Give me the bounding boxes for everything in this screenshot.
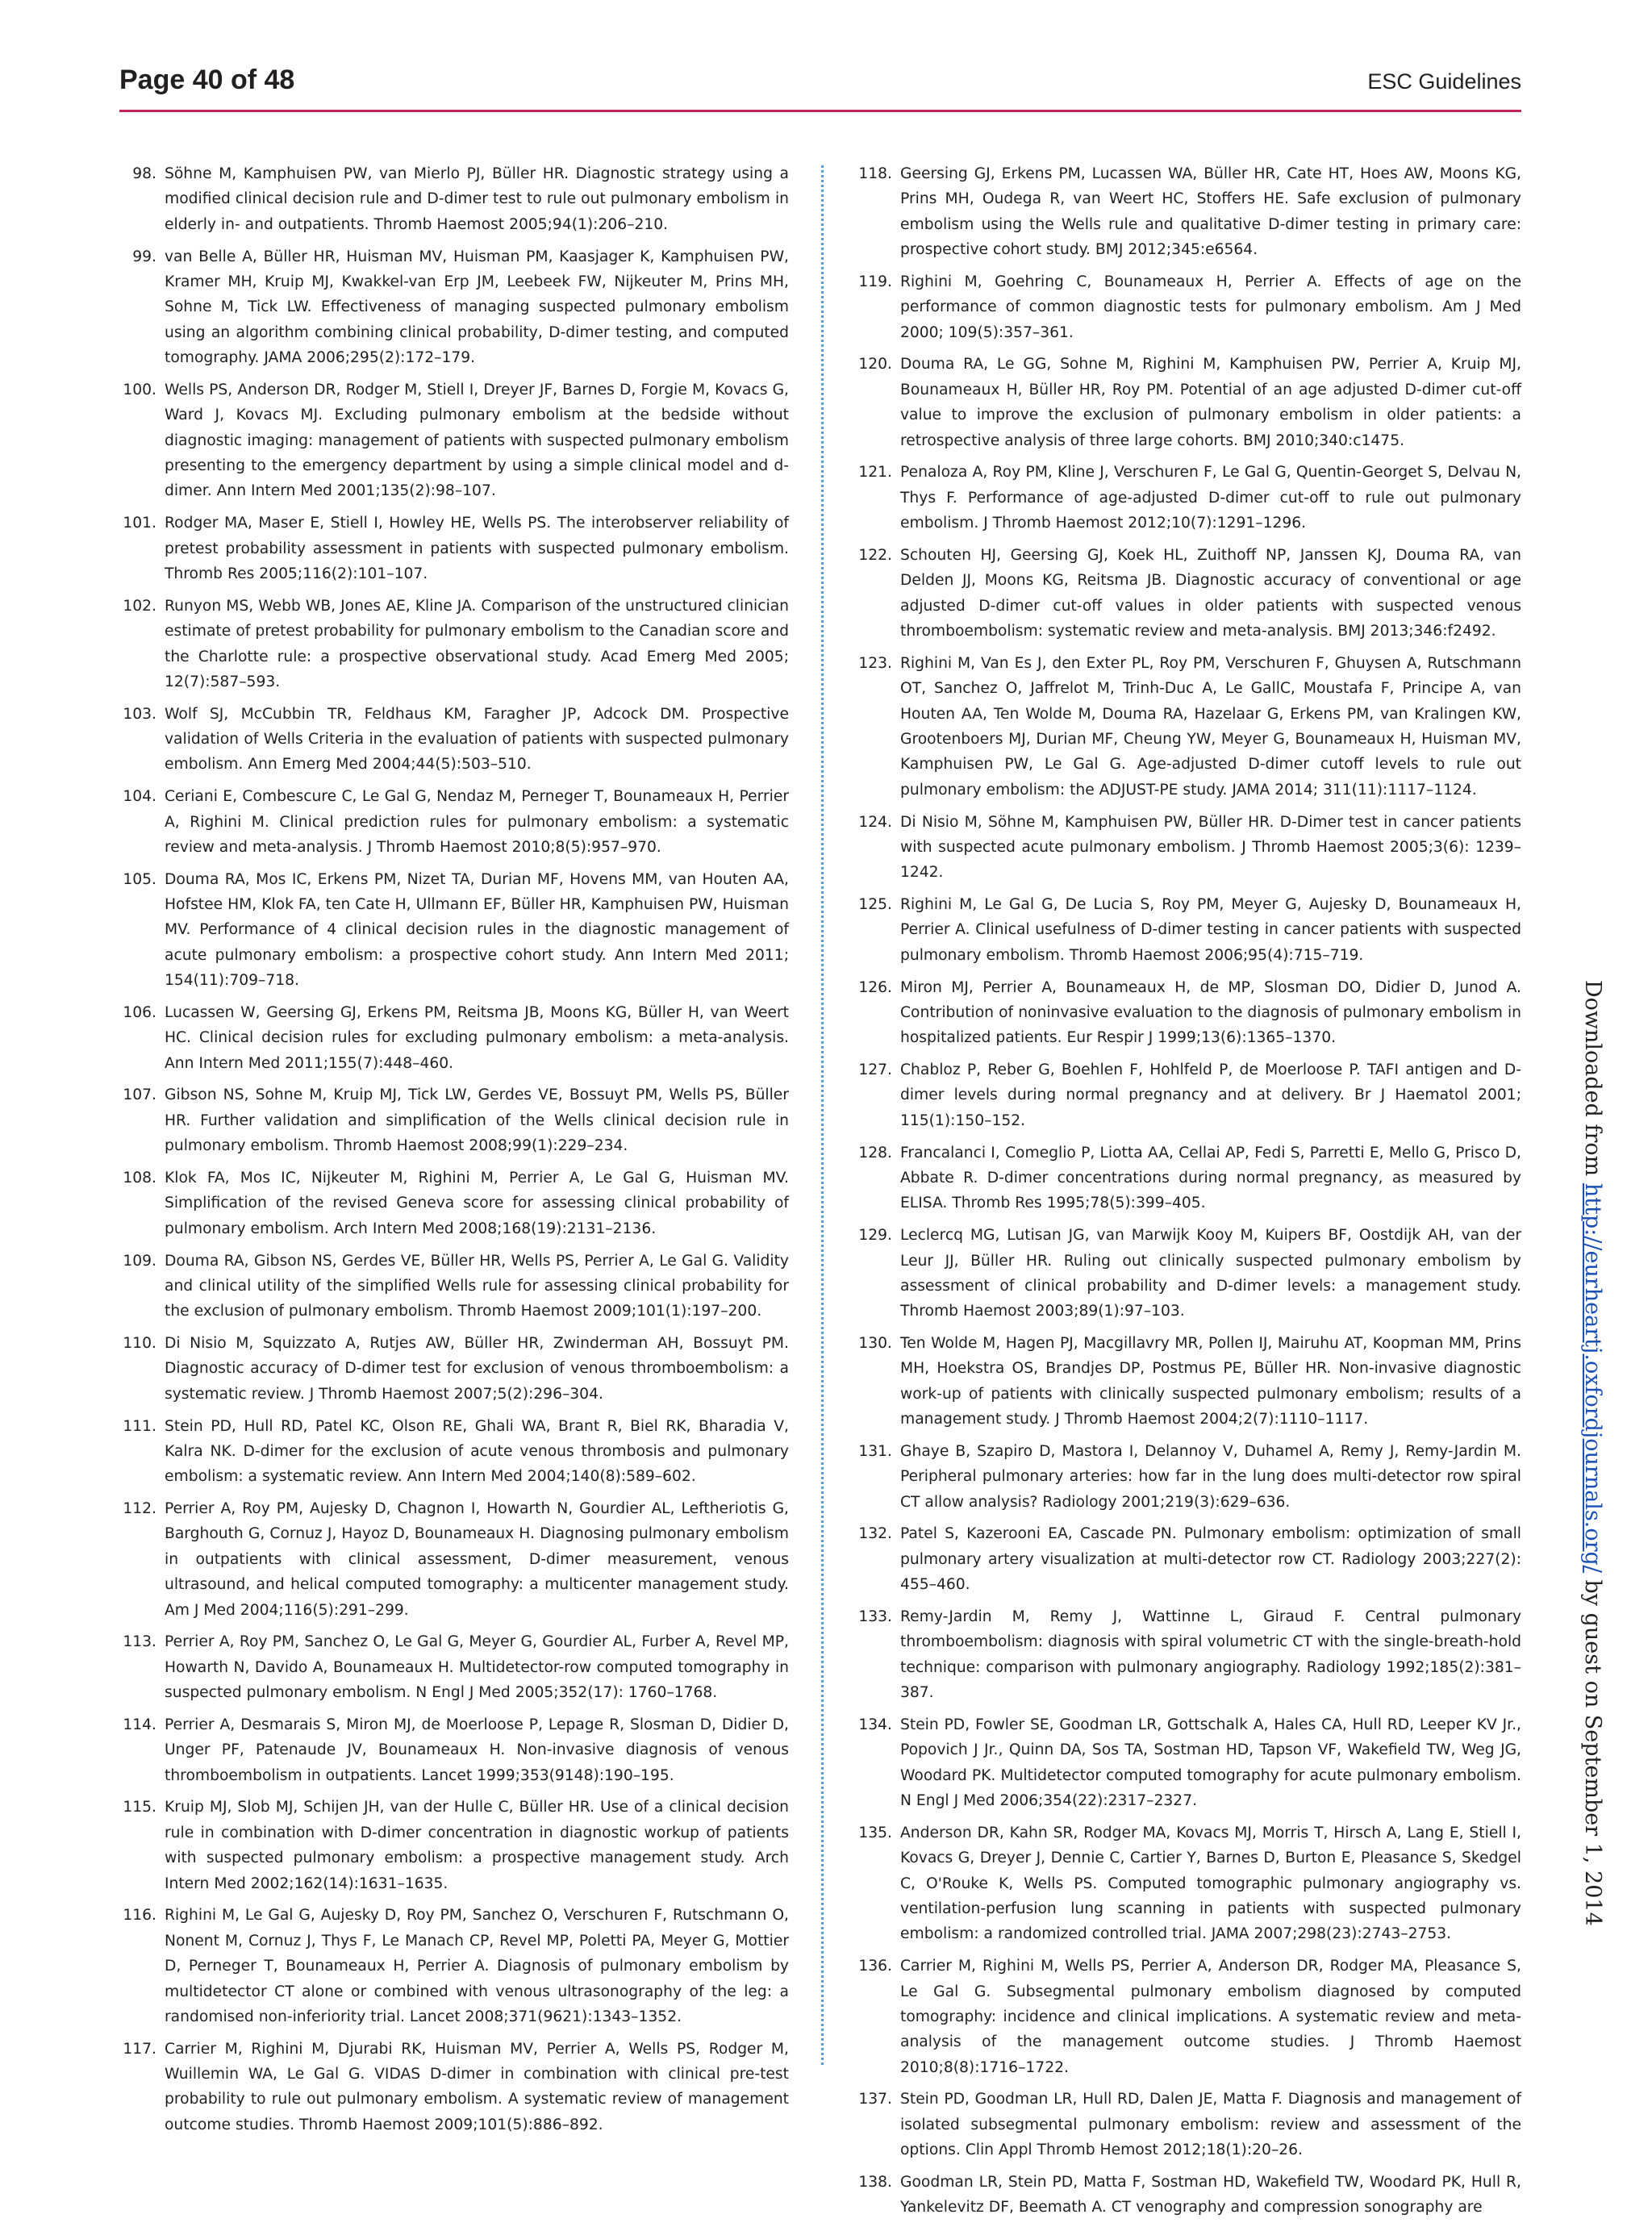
reference-text: Goodman LR, Stein PD, Matta F, Sostman HD, Wakefield TW, Woodard PK, Hull R, Yankelevitz DF, Beemath A. CT venography and compression sonography are [900, 2174, 1521, 2217]
reference-item [855, 1223, 1521, 1324]
reference-item [855, 1057, 1521, 1133]
reference-text: Righini M, Le Gal G, De Lucia S, Roy PM, Meyer G, Aujesky D, Bounameaux H, Perrier A. Clinical usefulness of D-dimer testing in cancer patients with suspected pulmonary embolism. Thromb Haemost 2006;95(4):715–719. [900, 896, 1521, 964]
reference-item [855, 161, 1521, 263]
reference-number: 102. [123, 597, 156, 615]
reference-number: 105. [123, 870, 156, 888]
reference-item [855, 269, 1521, 345]
reference-item [855, 1141, 1521, 1216]
reference-item [119, 1795, 789, 1896]
reference-text: Douma RA, Le GG, Sohne M, Righini M, Kamphuisen PW, Perrier A, Kruip MJ, Bounameaux H, Büller HR, Roy PM. Potential of an age adjusted D-dimer cut-off value to improve the exclusion of pulmonary embolism in older patients: a retrospective analysis of three large cohorts. BMJ 2010;340:c1475. [900, 356, 1521, 449]
reference-item [855, 810, 1521, 886]
reference-item [119, 377, 789, 504]
reference-number: 130. [858, 1335, 892, 1353]
reference-number: 129. [858, 1227, 892, 1245]
reference-number: 103. [123, 705, 156, 723]
reference-item [119, 511, 789, 586]
reference-text: Kruip MJ, Slob MJ, Schijen JH, van der Hulle C, Büller HR. Use of a clinical decision rule in combination with D-dimer concentration in diagnostic workup of patients with suspected pulmonary embolism: a prospective management study. Arch Intern Med 2002;162(14):1631–1635. [165, 1799, 789, 1892]
reference-number: 114. [123, 1716, 156, 1733]
reference-number: 98. [132, 165, 156, 182]
reference-item [855, 2170, 1521, 2221]
download-suffix: by guest on September 1, 2014 [1580, 1572, 1605, 1926]
reference-text: Douma RA, Mos IC, Erkens PM, Nizet TA, Durian MF, Hovens MM, van Houten AA, Hofstee HM, Klok FA, ten Cate H, Ullmann EF, Büller HR, Kamphuisen PW, Huisman MV. Performance of 4 clinical decision rules in the diagnostic management of acute pulmonary embolism: a prospective cohort study. Ann Intern Med 2011; 154(11):709–718. [165, 870, 789, 990]
reference-text: Carrier M, Righini M, Djurabi RK, Huisman MV, Perrier A, Wells PS, Rodger M, Wuillemin WA, Le Gal G. VIDAS D-dimer in combination with clinical pre-test probability to rule out pulmonary embolism. A systematic review of management outcome studies. Thromb Haemost 2009;101(5):886–892. [165, 2040, 789, 2133]
reference-number: 116. [123, 1907, 156, 1925]
reference-item [119, 1712, 789, 1788]
download-link[interactable]: http://eurheartj.oxfordjournals.org/ [1580, 1182, 1605, 1573]
reference-item [119, 867, 789, 994]
reference-number: 128. [858, 1144, 892, 1161]
reference-item [119, 1249, 789, 1324]
reference-text: Righini M, Van Es J, den Exter PL, Roy PM, Verschuren F, Ghuysen A, Rutschmann OT, Sanchez O, Jaffrelot M, Trinh-Duc A, Le GallC, Moustafa F, Principe A, van Houten AA, Ten Wolde M, Douma RA, Hazelaar G, Erkens PM, van Kralingen KW, Grootenboers MJ, Durian MF, Cheung YW, Meyer G, Bounameaux H, Huisman MV, Kamphuisen PW, Le Gal G. Age-adjusted D-dimer cutoff levels to rule out pulmonary embolism: the ADJUST-PE study. JAMA 2014; 311(11):1117–1124. [900, 654, 1521, 799]
reference-item [119, 1166, 789, 1241]
reference-item [855, 352, 1521, 453]
reference-number: 111. [123, 1417, 156, 1435]
reference-text: Rodger MA, Maser E, Stiell I, Howley HE, Wells PS. The interobserver reliability of pretest probability assessment in patients with suspected pulmonary embolism. Thromb Res 2005;116(2):101–107. [165, 515, 789, 582]
reference-number: 120. [858, 356, 892, 373]
reference-item [119, 1903, 789, 2029]
reference-text: Patel S, Kazerooni EA, Cascade PN. Pulmonary embolism: optimization of small pulmonary artery visualization at multi-detector row CT. Radiology 2003;227(2): 455–460. [900, 1525, 1521, 1594]
reference-item [855, 892, 1521, 968]
journal-title: ESC Guidelines [1367, 69, 1521, 94]
reference-item [855, 2087, 1521, 2162]
reference-item [119, 1000, 789, 1076]
reference-item [119, 784, 789, 860]
reference-text: Di Nisio M, Söhne M, Kamphuisen PW, Büller HR. D-Dimer test in cancer patients with suspected acute pulmonary embolism. J Thromb Haemost 2005;3(6): 1239–1242. [900, 813, 1521, 882]
reference-text: Ten Wolde M, Hagen PJ, Macgillavry MR, Pollen IJ, Mairuhu AT, Koopman MM, Prins MH, Hoekstra OS, Brandjes DP, Postmus PE, Büller HR. Non-invasive diagnostic work-up of patients with clinically suspected pulmonary embolism; results of a management study. J Thromb Haemost 2004;2(7):1110–1117. [900, 1335, 1521, 1428]
reference-text: Perrier A, Roy PM, Aujesky D, Chagnon I, Howarth N, Gourdier AL, Leftheriotis G, Barghouth G, Cornuz J, Hayoz D, Bounameaux H. Diagnosing pulmonary embolism in outpatients with clinical assessment, D-dimer measurement, venous ultrasound, and helical computed tomography: a multicenter management study. Am J Med 2004;116(5):291–299. [165, 1500, 789, 1619]
reference-item [855, 1521, 1521, 1597]
reference-number: 122. [858, 546, 892, 564]
reference-text: Stein PD, Goodman LR, Hull RD, Dalen JE, Matta F. Diagnosis and management of isolated subsegmental pulmonary embolism: review and assessment of the options. Clin Appl Thromb Hemost 2012;18(1):20–26. [900, 2091, 1521, 2159]
reference-number: 133. [858, 1608, 892, 1625]
reference-number: 137. [858, 2091, 892, 2108]
page-number: Page 40 of 48 [119, 65, 295, 95]
reference-number: 112. [123, 1500, 156, 1518]
reference-number: 119. [858, 273, 892, 290]
reference-item [855, 1331, 1521, 1433]
download-prefix: Downloaded from [1580, 980, 1605, 1183]
reference-item [855, 543, 1521, 644]
reference-item [119, 1629, 789, 1705]
references-right-column [855, 161, 1521, 2227]
reference-item [119, 244, 789, 371]
reference-text: Klok FA, Mos IC, Nijkeuter M, Righini M, Perrier A, Le Gal G, Huisman MV. Simplification of the revised Geneva score for assessing clinical probability of pulmonary embolism. Arch Intern Med 2008;168(19):2131–2136. [165, 1170, 789, 1237]
reference-number: 100. [123, 381, 156, 398]
reference-item [119, 2037, 789, 2138]
reference-item [119, 594, 789, 695]
reference-text: Wells PS, Anderson DR, Rodger M, Stiell I, Dreyer JF, Barnes D, Forgie M, Kovacs G, Ward J, Kovacs MJ. Excluding pulmonary embolism at the bedside without diagnostic imaging: management of patients with suspected pulmonary embolism presenting to the emergency department by using a simple clinical model and d-dimer. Ann Intern Med 2001;135(2):98–107. [165, 381, 789, 500]
reference-number: 110. [123, 1335, 156, 1353]
reference-item [119, 1331, 789, 1407]
reference-item [119, 702, 789, 778]
reference-item [855, 460, 1521, 536]
reference-text: Francalanci I, Comeglio P, Liotta AA, Cellai AP, Fedi S, Parretti E, Mello G, Prisco D, Abbate R. D-dimer concentrations during normal pregnancy, as measured by ELISA. Thromb Res 1995;78(5):399–405. [900, 1144, 1521, 1212]
reference-number: 136. [858, 1958, 892, 1975]
reference-text: Chabloz P, Reber G, Boehlen F, Hohlfeld P, de Moerloose P. TAFI antigen and D-dimer levels during normal pregnancy and at delivery. Br J Haematol 2001; 115(1):150–152. [900, 1061, 1521, 1129]
reference-text: van Belle A, Büller HR, Huisman MV, Huisman PM, Kaasjager K, Kamphuisen PW, Kramer MH, Kruip MJ, Kwakkel-van Erp JM, Leebeek FW, Nijkeuter M, Prins MH, Sohne M, Tick LW. Effectiveness of managing suspected pulmonary embolism using an algorithm combining clinical probability, D-dimer testing, and computed tomography. JAMA 2006;295(2):172–179. [165, 248, 789, 367]
download-watermark [1580, 980, 1605, 1926]
reference-text: Douma RA, Gibson NS, Gerdes VE, Büller HR, Wells PS, Perrier A, Le Gal G. Validity and clinical utility of the simplified Wells rule for assessing clinical probability for the exclusion of pulmonary embolism. Thromb Haemost 2009;101(1):197–200. [165, 1252, 789, 1320]
reference-number: 132. [858, 1525, 892, 1543]
reference-text: Schouten HJ, Geersing GJ, Koek HL, Zuithoff NP, Janssen KJ, Douma RA, van Delden JJ, Moons KG, Reitsma JB. Diagnostic accuracy of conventional or age adjusted D-dimer cut-off values in older patients with suspected venous thromboembolism: systematic review and meta-analysis. BMJ 2013;346:f2492. [900, 546, 1521, 640]
reference-text: Perrier A, Roy PM, Sanchez O, Le Gal G, Meyer G, Gourdier AL, Furber A, Revel MP, Howarth N, Davido A, Bounameaux H. Multidetector-row computed tomography in suspected pulmonary embolism. N Engl J Med 2005;352(17): 1760–1768. [165, 1633, 789, 1702]
reference-text: Di Nisio M, Squizzato A, Rutjes AW, Büller HR, Zwinderman AH, Bossuyt PM. Diagnostic accuracy of D-dimer test for exclusion of venous thromboembolism: a systematic review. J Thromb Haemost 2007;5(2):296–304. [165, 1335, 789, 1403]
reference-number: 113. [123, 1633, 156, 1651]
reference-number: 99. [132, 248, 156, 265]
reference-number: 101. [123, 515, 156, 532]
reference-number: 131. [858, 1442, 892, 1460]
reference-text: Söhne M, Kamphuisen PW, van Mierlo PJ, Büller HR. Diagnostic strategy using a modified clinical decision rule and D-dimer test to rule out pulmonary embolism in elderly in- and outpatients. Thromb Haemost 2005;94(1):206–210. [165, 165, 789, 233]
reference-text: Penaloza A, Roy PM, Kline J, Verschuren F, Le Gal G, Quentin-Georget S, Delvau N, Thys F. Performance of age-adjusted D-dimer cut-off to rule out pulmonary embolism. J Thromb Haemost 2012;10(7):1291–1296. [900, 464, 1521, 532]
reference-item [855, 975, 1521, 1051]
reference-number: 108. [123, 1170, 156, 1186]
reference-item [855, 1712, 1521, 1814]
reference-number: 104. [123, 788, 156, 806]
reference-text: Stein PD, Fowler SE, Goodman LR, Gottschalk A, Hales CA, Hull RD, Leeper KV Jr., Popovich J Jr., Quinn DA, Sos TA, Sostman HD, Tapson VF, Wakefield TW, Weg JG, Woodard PK. Multidetector computed tomography for acute pulmonary embolism. N Engl J Med 2006;354(22):2317–2327. [900, 1716, 1521, 1810]
reference-text: Righini M, Le Gal G, Aujesky D, Roy PM, Sanchez O, Verschuren F, Rutschmann O, Nonent M, Cornuz J, Thys F, Le Manach CP, Revel MP, Poletti PA, Meyer G, Mottier D, Perneger T, Bounameaux H, Perrier A. Diagnosis of pulmonary embolism by multidetector CT alone or combined with venous ultrasonography of the leg: a randomised non-inferiority trial. Lancet 2008;371(9621):1343–1352. [165, 1907, 789, 2025]
reference-item [855, 651, 1521, 803]
reference-text: Runyon MS, Webb WB, Jones AE, Kline JA. Comparison of the unstructured clinician estimate of pretest probability for pulmonary embolism to the Canadian score and the Charlotte rule: a prospective observational study. Acad Emerg Med 2005; 12(7):587–593. [165, 597, 789, 690]
reference-item [119, 1496, 789, 1623]
reference-number: 134. [858, 1716, 892, 1733]
reference-number: 117. [123, 2040, 156, 2058]
reference-item [119, 1082, 789, 1158]
reference-number: 123. [858, 654, 892, 672]
reference-item [855, 1954, 1521, 2080]
reference-number: 121. [858, 464, 892, 482]
reference-number: 125. [858, 896, 892, 914]
reference-text: Carrier M, Righini M, Wells PS, Perrier A, Anderson DR, Rodger MA, Pleasance S, Le Gal G. Subsegmental pulmonary embolism diagnosed by computed tomography: incidence and clinical implications. A systematic review and meta-analysis of the management outcome studies. J Thromb Haemost 2010;8(8):1716–1722. [900, 1958, 1521, 2076]
column-divider [821, 165, 824, 2065]
reference-number: 107. [123, 1086, 156, 1104]
reference-text: Geersing GJ, Erkens PM, Lucassen WA, Büller HR, Cate HT, Hoes AW, Moons KG, Prins MH, Oudega R, van Weert HC, Stoffers HE. Safe exclusion of pulmonary embolism using the Wells rule and qualitative D-dimer testing in primary care: prospective cohort study. BMJ 2012;345:e6564. [900, 165, 1521, 259]
reference-text: Leclercq MG, Lutisan JG, van Marwijk Kooy M, Kuipers BF, Oostdijk AH, van der Leur JJ, Büller HR. Ruling out clinically suspected pulmonary embolism by assessment of clinical probability and D-dimer levels: a management study. Thromb Haemost 2003;89(1):97–103. [900, 1227, 1521, 1320]
reference-number: 124. [858, 813, 892, 831]
reference-number: 115. [123, 1799, 156, 1816]
reference-number: 118. [858, 165, 892, 182]
reference-text: Anderson DR, Kahn SR, Rodger MA, Kovacs MJ, Morris T, Hirsch A, Lang E, Stiell I, Kovacs G, Dreyer J, Dennie C, Cartier Y, Barnes D, Burton E, Pleasance S, Skedgel C, O'Rouke K, Wells PS. Computed tomographic pulmonary angiography vs. ventilation-perfusion lung scanning in patients with suspected pulmonary embolism: a randomized controlled trial. JAMA 2007;298(23):2743–2753. [900, 1824, 1521, 1943]
reference-text: Perrier A, Desmarais S, Miron MJ, de Moerloose P, Lepage R, Slosman D, Didier D, Unger PF, Patenaude JV, Bounameaux H. Non-invasive diagnosis of venous thromboembolism in outpatients. Lancet 1999;353(9148):190–195. [165, 1716, 789, 1784]
reference-text: Stein PD, Hull RD, Patel KC, Olson RE, Ghali WA, Brant R, Biel RK, Bharadia V, Kalra NK. D-dimer for the exclusion of acute venous thrombosis and pulmonary embolism: a systematic review. Ann Intern Med 2004;140(8):589–602. [165, 1417, 789, 1486]
reference-text: Ghaye B, Szapiro D, Mastora I, Delannoy V, Duhamel A, Remy J, Remy-Jardin M. Peripheral pulmonary arteries: how far in the lung does multi-detector row spiral CT allow analysis? Radiology 2001;219(3):629–636. [900, 1442, 1521, 1511]
reference-number: 135. [858, 1824, 892, 1841]
reference-text: Miron MJ, Perrier A, Bounameaux H, de MP, Slosman DO, Didier D, Junod A. Contribution of noninvasive evaluation to the diagnosis of pulmonary embolism in hospitalized patients. Eur Respir J 1999;13(6):1365–1370. [900, 978, 1521, 1047]
reference-number: 138. [858, 2174, 892, 2191]
reference-text: Remy-Jardin M, Remy J, Wattinne L, Giraud F. Central pulmonary thromboembolism: diagnosis with spiral volumetric CT with the single-breath-hold technique: comparison with pulmonary angiography. Radiology 1992;185(2):381–387. [900, 1608, 1521, 1702]
reference-text: Ceriani E, Combescure C, Le Gal G, Nendaz M, Perneger T, Bounameaux H, Perrier A, Righini M. Clinical prediction rules for pulmonary embolism: a systematic review and meta-analysis. J Thromb Haemost 2010;8(5):957–970. [165, 788, 789, 856]
reference-item [855, 1820, 1521, 1947]
reference-item [119, 161, 789, 237]
reference-text: Righini M, Goehring C, Bounameaux H, Perrier A. Effects of age on the performance of common diagnostic tests for pulmonary embolism. Am J Med 2000; 109(5):357–361. [900, 273, 1521, 341]
reference-item [855, 1604, 1521, 1706]
reference-number: 106. [123, 1003, 156, 1021]
reference-text: Lucassen W, Geersing GJ, Erkens PM, Reitsma JB, Moons KG, Büller H, van Weert HC. Clinical decision rules for excluding pulmonary embolism: a meta-analysis. Ann Intern Med 2011;155(7):448–460. [165, 1003, 789, 1072]
references-left-column [119, 161, 789, 2145]
reference-text: Gibson NS, Sohne M, Kruip MJ, Tick LW, Gerdes VE, Bossuyt PM, Wells PS, Büller HR. Further validation and simplification of the Wells clinical decision rule in pulmonary embolism. Thromb Haemost 2008;99(1):229–234. [165, 1086, 789, 1155]
reference-item [855, 1439, 1521, 1515]
reference-number: 109. [123, 1252, 156, 1270]
reference-item [119, 1414, 789, 1490]
reference-text: Wolf SJ, McCubbin TR, Feldhaus KM, Faragher JP, Adcock DM. Prospective validation of Wells Criteria in the evaluation of patients with suspected pulmonary embolism. Ann Emerg Med 2004;44(5):503–510. [165, 705, 789, 774]
reference-number: 126. [858, 978, 892, 996]
page-header [119, 65, 1521, 112]
reference-number: 127. [858, 1061, 892, 1079]
